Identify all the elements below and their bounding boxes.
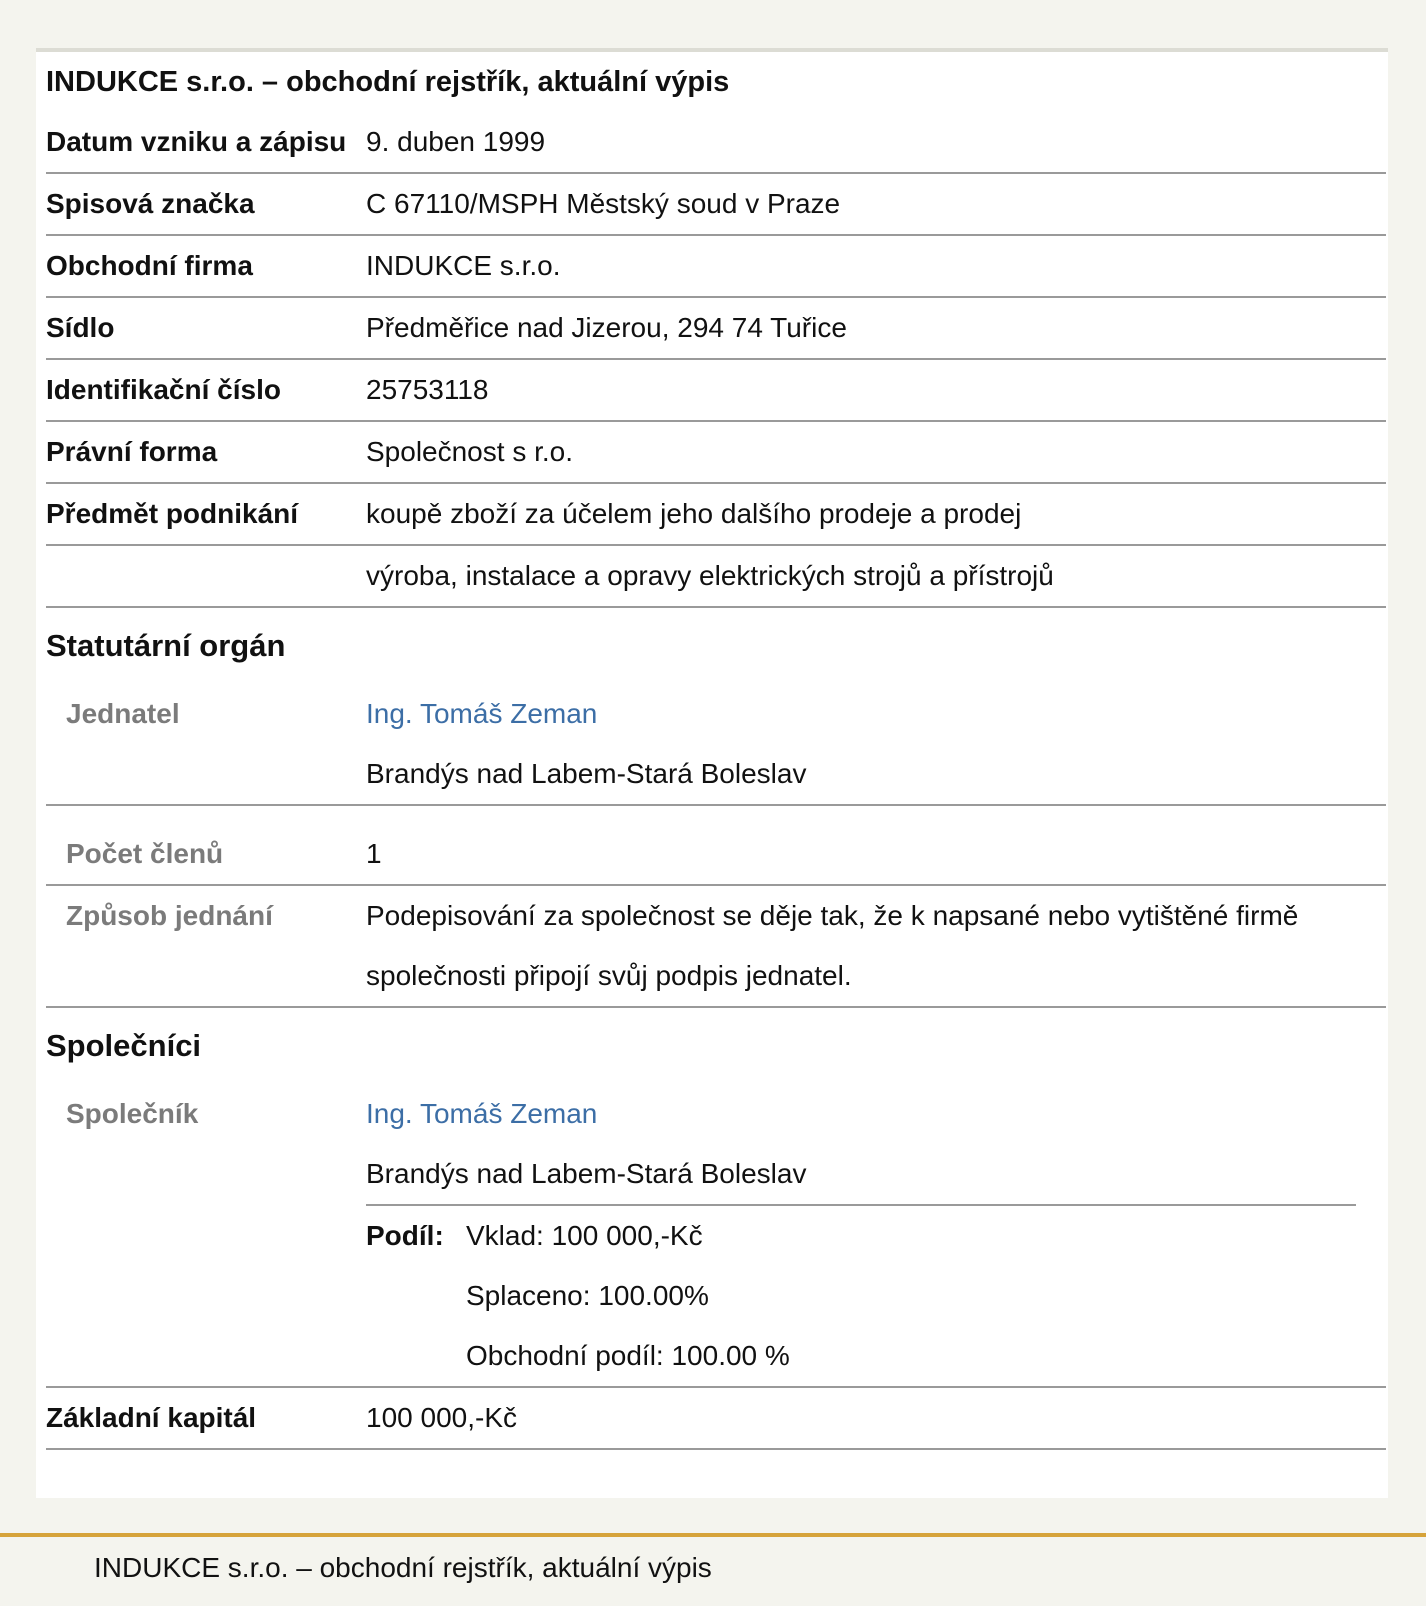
spisova-value: C 67110/MSPH Městský soud v Praze: [366, 188, 841, 219]
row-zakladni-kapital: [46, 1388, 1386, 1450]
row-spisova-znacka: [46, 174, 1386, 236]
spisova-label: Spisová značka: [46, 188, 255, 219]
podil-obchodni: Obchodní podíl: 100.00 %: [466, 1340, 790, 1371]
pocet-clenu-value: 1: [366, 838, 382, 869]
footer-title: INDUKCE s.r.o. – obchodní rejstřík, aktuální výpis: [94, 1552, 712, 1583]
sidlo-label: Sídlo: [46, 312, 115, 343]
row-jednatel: [46, 684, 1386, 806]
sidlo-value: Předměřice nad Jizerou, 294 74 Tuřice: [366, 312, 847, 343]
jednatel-label: Jednatel: [66, 698, 180, 729]
row-datum-vzniku: [46, 112, 1386, 174]
firma-label: Obchodní firma: [46, 250, 253, 281]
spolecnik-name-link[interactable]: Ing. Tomáš Zeman: [366, 1098, 598, 1129]
spolecnik-label: Společník: [66, 1098, 199, 1129]
podil-splaceno: Splaceno: 100.00%: [466, 1280, 709, 1311]
register-panel: [36, 48, 1388, 1498]
row-identifikacni-cislo: [46, 360, 1386, 422]
row-pravni-forma: [46, 422, 1386, 484]
jednatel-city: Brandýs nad Labem-Stará Boleslav: [366, 758, 807, 789]
predmet-value-1: koupě zboží za účelem jeho dalšího prodeje a prodej: [366, 498, 1022, 529]
predmet-label-empty: [46, 546, 366, 606]
zakladni-kapital-value: 100 000,-Kč: [366, 1402, 517, 1433]
row-obchodni-firma: [46, 236, 1386, 298]
firma-value: INDUKCE s.r.o.: [366, 250, 561, 281]
jednatel-name-link[interactable]: Ing. Tomáš Zeman: [366, 698, 598, 729]
zpusob-jednani-label: Způsob jednání: [66, 900, 273, 931]
datum-label: Datum vzniku a zápisu: [46, 126, 347, 157]
row-sidlo: [46, 298, 1386, 360]
ic-value: 25753118: [366, 374, 489, 405]
row-pocet-clenu: [46, 806, 1386, 886]
pocet-clenu-label: Počet členů: [66, 838, 224, 869]
page-title: INDUKCE s.r.o. – obchodní rejstřík, aktuální výpis: [46, 66, 730, 98]
pravni-forma-value: Společnost s r.o.: [366, 436, 574, 467]
row-spolecnik: [46, 1084, 1386, 1388]
predmet-label: Předmět podnikání: [46, 498, 299, 529]
podil-vklad: Vklad: 100 000,-Kč: [466, 1220, 703, 1251]
podil-block: [366, 1204, 1356, 1386]
section-spolecnici: Společníci: [46, 1028, 202, 1063]
zakladni-kapital-label: Základní kapitál: [46, 1402, 257, 1433]
row-predmet-podnikani-1: [46, 484, 1386, 546]
footer-divider: [0, 1533, 1426, 1537]
predmet-value-2: výroba, instalace a opravy elektrických strojů a přístrojů: [366, 560, 1054, 591]
pravni-forma-label: Právní forma: [46, 436, 218, 467]
jednatel-value: [366, 684, 1386, 804]
podil-label: Podíl:: [366, 1220, 444, 1251]
ic-label: Identifikační číslo: [46, 374, 281, 405]
row-zpusob-jednani: [46, 886, 1386, 1008]
zpusob-jednani-value: Podepisování za společnost se děje tak, že k napsané nebo vytištěné firmě společnosti připojí svůj podpis jednatel.: [366, 900, 1299, 991]
register-content: [46, 52, 1386, 1450]
section-statutarni-organ: Statutární orgán: [46, 628, 286, 663]
spolecnik-value: [366, 1084, 1386, 1386]
spolecnik-city: Brandýs nad Labem-Stará Boleslav: [366, 1158, 807, 1189]
row-predmet-podnikani-2: [46, 546, 1386, 608]
datum-value: 9. duben 1999: [366, 126, 546, 157]
podil-values: [466, 1206, 790, 1386]
